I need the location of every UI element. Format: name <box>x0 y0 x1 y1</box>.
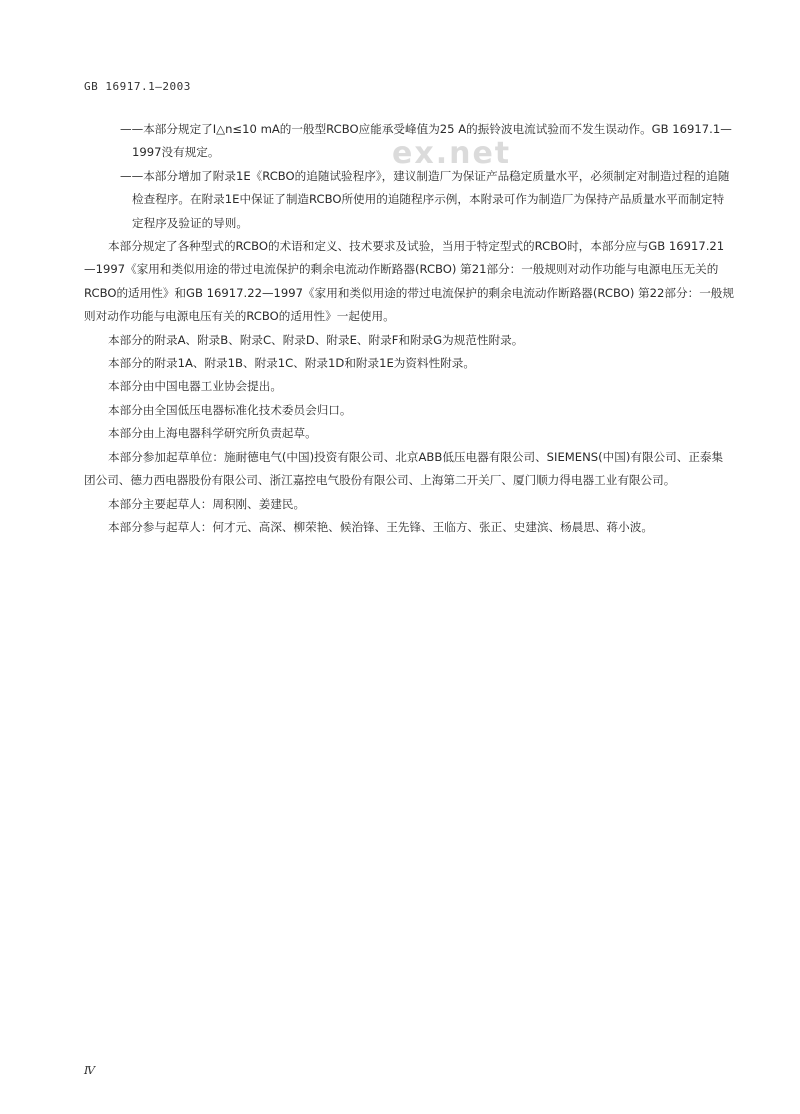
paragraph-normative-annexes: 本部分的附录A、附录B、附录C、附录D、附录E、附录F和附录G为规范性附录。 <box>108 332 524 347</box>
page-number: Ⅳ <box>84 1064 95 1077</box>
paragraph-scope: 本部分规定了各种型式的RCBO的术语和定义、技术要求及试验，当用于特定型式的RCBO时，本部分应与GB 16917.21—1997《家用和类似用途的带过电流保护的剩余电流动作断路器(RCBO) 第21部分：一般规则对动作功能与电源电压无关的RCBO的适用性》和GB 16917.22—1997《家用和类似用途的带过电流保护的剩余电流动作断路器(RCBO) 第22部分：一般规则对动作功能与电源电压有关的RCBO的适用性》一起使用。 <box>84 239 734 324</box>
paragraph-main-drafters: 本部分主要起草人：周积刚、姜建民。 <box>108 496 306 511</box>
paragraph-participating-units: 本部分参加起草单位：施耐德电气(中国)投资有限公司、北京ABB低压电器有限公司、SIEMENS(中国)有限公司、正泰集团公司、德力西电器股份有限公司、浙江嘉控电气股份有限公司、上海第二开关厂、厦门顺力得电器工业有限公司。 <box>84 449 724 488</box>
paragraph-proposed-by: 本部分由中国电器工业协会提出。 <box>108 379 282 394</box>
watermark-text: ex.net <box>392 136 512 171</box>
paragraph-participating-drafters: 本部分参与起草人：何才元、高深、柳荣艳、候治锋、王先锋、王临方、张正、史建滨、杨晨思、蒋小波。 <box>108 519 653 534</box>
paragraph-drafted-by: 本部分由上海电器科学研究所负责起草。 <box>108 426 317 441</box>
paragraph-informative-annexes: 本部分的附录1A、附录1B、附录1C、附录1D和附录1E为资料性附录。 <box>108 356 475 371</box>
paragraph-managed-by: 本部分由全国低压电器标准化技术委员会归口。 <box>108 402 352 417</box>
dash-item-appendix-1e: ——本部分增加了附录1E《RCBO的追随试验程序》，建议制造厂为保证产品稳定质量水平，必须制定对制造过程的追随检查程序。在附录1E中保证了制造RCBO所使用的追随程序示例，本附录可作为制造厂为保持产品质量水平而制定特定程序及验证的导则。 <box>120 168 730 230</box>
document-body <box>84 118 734 539</box>
standard-code-header: GB 16917.1—2003 <box>84 80 191 93</box>
dash-item-ring-wave: ——本部分规定了I△n≤10 mA的一般型RCBO应能承受峰值为25 A的振铃波电流试验而不发生误动作。GB 16917.1—1997没有规定。 <box>120 122 732 160</box>
